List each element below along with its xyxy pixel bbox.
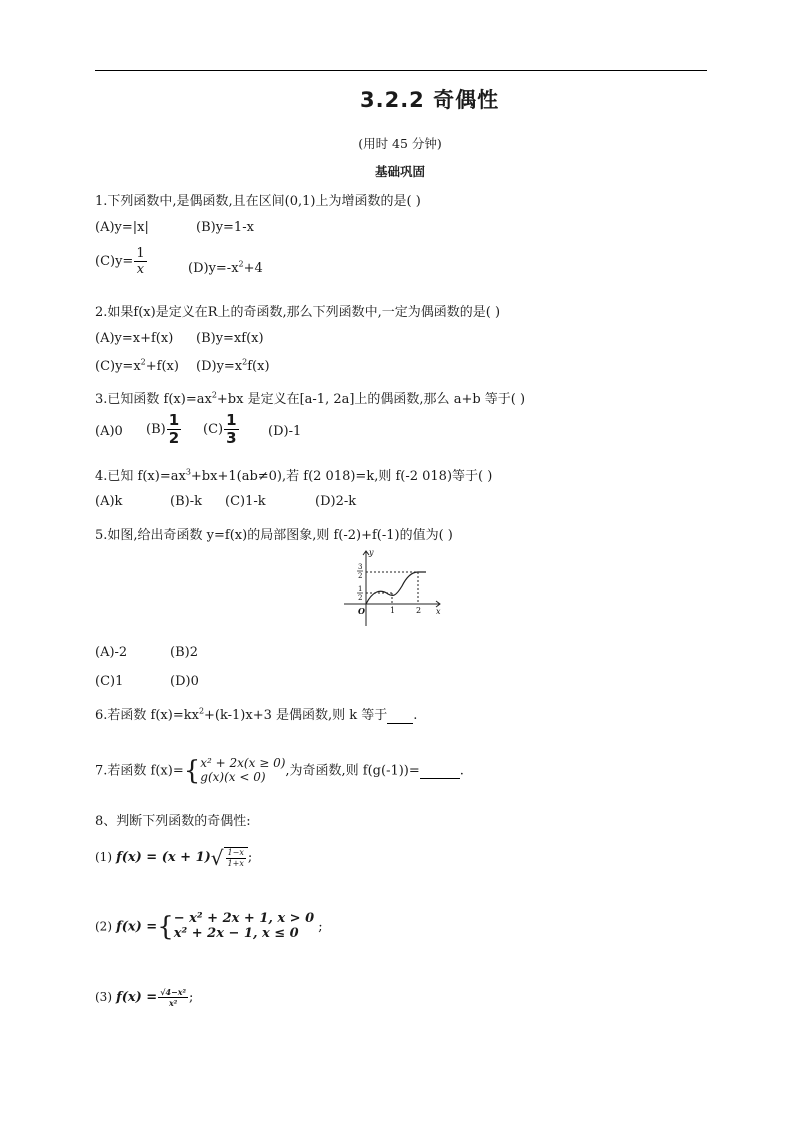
y-tick-three-halves-num: 3 [358,563,363,571]
q6-stem: 6.若函数 $f(x)=kx^2+(k-1)x+3$ 是偶函数,则 k 等于 . [95,706,418,723]
section-heading: 基础巩固 [374,164,425,179]
q5-option-b: (B)2 [170,645,198,660]
time-note: (用时 45 分钟) [358,136,442,151]
q3-option-c: (C) $\frac{1}{3}$ [203,411,237,447]
q7-stem: 7.若函数 f(x)={ x² + 2x(x ≥ 0) g(x)(x < 0) ,为奇函数,则 f(g(-1))= . [95,755,464,786]
q4-option-a: (A)k [95,494,123,509]
q8-stem: 8、判断下列函数的奇偶性: [95,814,251,829]
q6-answer-blank[interactable] [387,708,413,724]
q4-option-c: (C)1-k [225,494,266,509]
x-axis-label: x [436,607,441,616]
y-tick-three-halves-den: 2 [358,572,363,580]
q1-option-b: (B)y=1-x [196,220,254,235]
x-tick-2: 2 [416,606,422,615]
q4-option-b: (B)-k [170,494,202,509]
q7-cases: x² + 2x(x ≥ 0) g(x)(x < 0) [200,756,286,784]
q8-part-2: (2) f(x) ={ − x² + 2x + 1, x > 0 x² + 2x − 1, x ≤ 0 ; [95,911,323,942]
q7-answer-blank[interactable] [420,763,460,779]
origin-label: O [358,606,365,616]
header-rule [95,70,707,71]
q5-option-c: (C)1 [95,674,124,689]
q5-graph [340,548,450,628]
q2-stem: 2.如果f(x)是定义在R上的奇函数,那么下列函数中,一定为偶函数的是( ) [95,305,501,320]
q1-option-c: (C)y= $\frac{1}{x}$ [95,246,145,277]
page-title: 3.2.2 奇偶性 [360,88,500,112]
function-curve [366,572,426,604]
q5-option-a: (A)-2 [95,645,128,660]
q2-option-d: $(D)y=x^2f(x)$ [196,357,270,374]
y-tick-half-num: 1 [358,585,363,593]
q1-stem: 1.下列函数中,是偶函数,且在区间(0,1)上为增函数的是( ) [95,194,421,209]
q1-option-d: $(D)y=-x^2+4$ [188,259,263,276]
q5-stem: 5.如图,给出奇函数 y=f(x)的局部图象,则 f(-2)+f(-1)的值为( ) [95,528,453,543]
y-axis-label: y [369,548,374,557]
q2-option-b: (B)y=xf(x) [196,331,264,346]
y-tick-half-den: 2 [358,594,363,602]
q5-option-d: (D)0 [170,674,199,689]
q2-option-a: (A)y=x+f(x) [95,331,174,346]
q3-option-a: (A)0 [95,424,123,439]
q3-option-b: (B) $\frac{1}{2}$ [146,411,180,447]
q8-part-1: (1) f(x) = (x + 1) √ $\frac{1-x}{1+x}$ ; [95,846,253,870]
q4-stem: 4.已知 $f(x)=ax^3+bx+1(ab\ne 0)$,若 f(2 018)=k,则 f(-2 018)等于( ) [95,467,493,484]
q3-stem: 3.已知函数 $f(x)=ax^2+bx$ 是定义在[a-1, 2a]上的偶函数,那么 a+b 等于( ) [95,390,526,407]
q4-option-d: (D)2-k [315,494,357,509]
q8-part-3: (3) f(x) = $\frac{\text{√4−x²}}{\text{x²}}$ ; [95,987,194,1008]
q1-option-a: (A)y=|x| [95,220,149,235]
q3-option-d: (D)-1 [268,424,302,439]
q2-option-c: $(C)y=x^2+f(x)$ [95,357,179,374]
x-tick-1: 1 [390,606,396,615]
left-brace: { [183,755,201,786]
